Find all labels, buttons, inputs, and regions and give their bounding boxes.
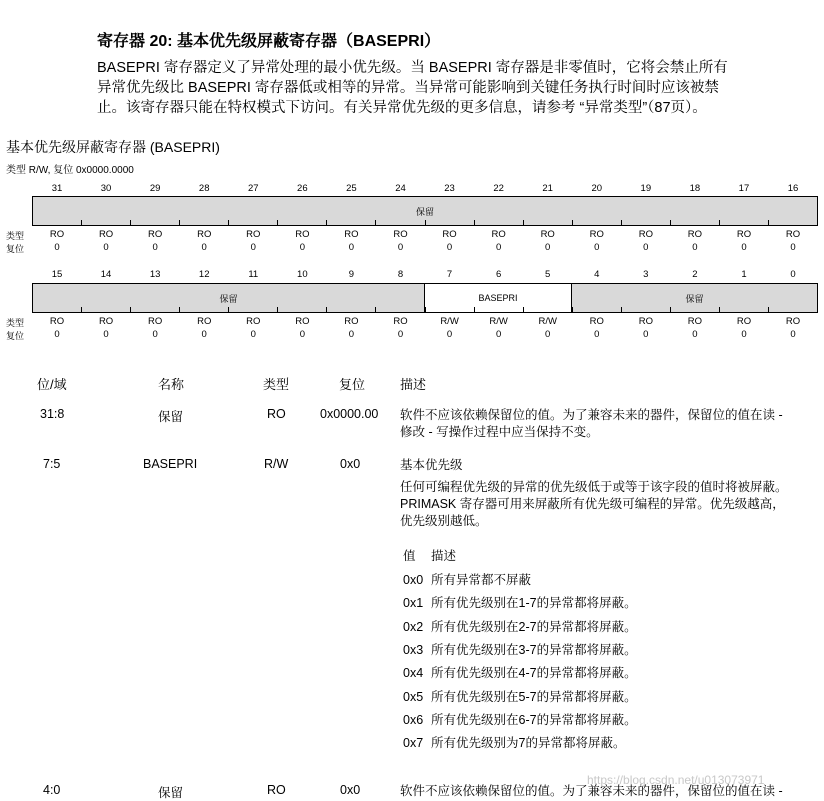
bit-number: 16	[787, 183, 799, 194]
type-row-label: 类型	[6, 231, 25, 241]
field-label: 保留	[415, 206, 434, 217]
bit-number: 6	[495, 269, 502, 280]
bit-type: RO	[687, 316, 703, 327]
field-label: 保留	[685, 293, 704, 304]
row-description	[400, 457, 818, 530]
bit-reset: 0	[495, 329, 502, 340]
row-bits: 4:0	[43, 783, 61, 797]
value-code: 0x4	[403, 666, 424, 681]
bit-tick	[768, 220, 769, 226]
field-reserved	[571, 283, 818, 313]
bit-type: RO	[98, 229, 114, 240]
description-line: PRIMASK 寄存器可用来屏蔽所有优先级可编程的异常。优先级越高，	[400, 497, 785, 511]
bit-type: RO	[638, 316, 653, 327]
bit-type: RO	[197, 316, 212, 327]
header-reset: 复位	[339, 377, 366, 392]
row-reset: 0x0	[340, 783, 361, 797]
bit-tick	[523, 220, 524, 226]
bit-number: 9	[348, 269, 355, 280]
bit-tick	[474, 307, 475, 313]
bit-type: RO	[785, 316, 801, 327]
bit-number: 28	[198, 183, 210, 194]
bit-type: RO	[295, 229, 310, 240]
bit-tick	[81, 307, 82, 313]
row-name: 保留	[158, 410, 184, 424]
values-header-value: 值	[403, 549, 416, 563]
bit-number: 23	[444, 183, 455, 194]
bit-type: RO	[687, 229, 703, 240]
bit-reset: 0	[692, 329, 698, 340]
bit-type: RO	[246, 229, 261, 240]
bit-tick	[130, 220, 131, 226]
description-line: 任何可编程优先级的异常的优先级低于或等于该字段的值时将被屏蔽。	[400, 480, 788, 494]
value-code: 0x0	[403, 573, 424, 587]
bit-reset: 0	[397, 242, 404, 253]
bit-number: 29	[149, 183, 161, 194]
value-code: 0x7	[403, 736, 424, 751]
bit-reset: 0	[201, 242, 207, 253]
bit-reset: 0	[54, 242, 60, 253]
value-description: 所有优先级别在1-7的异常都将屏蔽。	[431, 596, 637, 611]
value-row	[403, 663, 637, 681]
value-code: 0x1	[403, 596, 424, 611]
values-header-desc: 描述	[431, 549, 457, 563]
bit-tick	[670, 220, 671, 226]
reset-row-label: 复位	[6, 244, 25, 254]
bit-number: 31	[51, 183, 63, 194]
bit-type: R/W	[538, 316, 557, 327]
register-bar-lower	[32, 283, 818, 313]
type-row-label: 类型	[6, 318, 25, 328]
value-code: 0x2	[403, 619, 424, 634]
register-subtitle: 类型 R/W, 复位 0x0000.0000	[6, 165, 134, 176]
bit-type: RO	[736, 316, 752, 327]
bit-type: RO	[148, 229, 163, 240]
bit-tick	[375, 220, 376, 226]
bit-tick	[228, 220, 229, 226]
bit-reset: 0	[299, 242, 305, 253]
value-description: 所有异常都不屏蔽	[431, 573, 532, 587]
bit-reset: 0	[152, 329, 158, 340]
value-row	[403, 593, 637, 611]
bit-number: 15	[51, 269, 63, 280]
bit-reset: 0	[545, 329, 551, 340]
bit-type: RO	[344, 316, 359, 327]
bit-number: 13	[149, 269, 161, 280]
bit-type: RO	[736, 229, 752, 240]
bit-number: 11	[248, 269, 259, 280]
bit-reset: 0	[643, 242, 649, 253]
bit-reset: 0	[250, 242, 256, 253]
header-bits: 位/域	[37, 377, 67, 392]
bit-number: 24	[395, 183, 406, 194]
bit-tick	[621, 220, 622, 226]
bit-reset: 0	[692, 242, 698, 253]
bit-tick	[228, 307, 229, 313]
bit-type: RO	[98, 316, 114, 327]
bit-type: RO	[148, 316, 163, 327]
bit-reset: 0	[103, 242, 109, 253]
row-reset: 0x0000.00	[320, 407, 379, 421]
value-row	[403, 640, 637, 658]
bit-type: RO	[295, 316, 310, 327]
reset-row-label: 复位	[6, 331, 25, 341]
bit-reset: 0	[495, 242, 502, 253]
bit-tick	[81, 220, 82, 226]
value-code: 0x5	[403, 689, 424, 704]
bit-type: RO	[491, 229, 506, 240]
bit-number: 2	[692, 269, 698, 280]
row-type: RO	[267, 783, 286, 797]
bit-number: 4	[594, 269, 600, 280]
bit-type: R/W	[440, 316, 459, 327]
bit-number: 27	[247, 183, 259, 194]
bit-reset: 0	[741, 329, 747, 340]
header-type: 类型	[263, 377, 290, 392]
row-bits: 7:5	[43, 457, 61, 471]
bit-reset: 0	[643, 329, 649, 340]
bit-number: 5	[545, 269, 551, 280]
bit-tick	[326, 220, 327, 226]
description-line: 修改 - 写操作过程中应当保持不变。	[400, 425, 599, 439]
bit-reset: 0	[397, 329, 404, 340]
bit-type: RO	[785, 229, 801, 240]
bit-number: 8	[397, 269, 404, 280]
bit-number: 3	[643, 269, 649, 280]
description-line: 软件不应该依赖保留位的值。为了兼容未来的器件，保留位的值在读 -	[400, 408, 783, 422]
section-title: 寄存器 20: 基本优先级屏蔽寄存器（BASEPRI）	[97, 33, 441, 50]
value-row	[403, 570, 531, 588]
row-type: R/W	[264, 457, 289, 471]
register-bar-upper	[32, 196, 818, 226]
bit-number: 1	[741, 269, 747, 280]
bit-number: 30	[100, 183, 112, 194]
bit-type: RO	[197, 229, 212, 240]
header-description: 描述	[400, 377, 427, 392]
bit-reset: 0	[250, 329, 256, 340]
row-name: 保留	[158, 786, 184, 800]
bit-type: R/W	[489, 316, 508, 327]
bit-reset: 0	[446, 242, 453, 253]
bit-reset: 0	[741, 242, 747, 253]
bit-reset: 0	[545, 242, 551, 253]
field-label: BASEPRI	[478, 293, 518, 303]
bit-reset: 0	[103, 329, 109, 340]
row-type: RO	[267, 407, 286, 421]
watermark: https://blog.csdn.net/u013073971	[587, 773, 765, 787]
bit-tick	[326, 307, 327, 313]
row-name: BASEPRI	[143, 457, 198, 471]
value-description: 所有优先级别在6-7的异常都将屏蔽。	[431, 712, 637, 727]
value-row	[403, 710, 637, 728]
bit-type: RO	[442, 229, 457, 240]
bit-reset: 0	[594, 329, 600, 340]
bit-tick	[572, 220, 573, 226]
bit-number: 10	[297, 269, 308, 280]
bit-tick	[425, 220, 426, 226]
value-code: 0x6	[403, 712, 424, 727]
bit-type: RO	[638, 229, 653, 240]
bit-number: 0	[790, 269, 796, 280]
bit-number: 25	[346, 183, 357, 194]
value-row	[403, 733, 625, 751]
bit-type: RO	[589, 229, 604, 240]
bit-reset: 0	[54, 329, 60, 340]
bit-reset: 0	[201, 329, 207, 340]
description-line: 基本优先级	[400, 458, 463, 472]
header-name: 名称	[158, 377, 185, 392]
bit-tick	[670, 307, 671, 313]
intro-line: 止。该寄存器只能在特权模式下访问。有关异常优先级的更多信息，请参考 “异常类型”（87页）。	[97, 100, 707, 116]
value-row	[403, 617, 637, 635]
bit-reset: 0	[299, 329, 305, 340]
bit-tick	[523, 307, 524, 313]
bit-type: RO	[246, 316, 261, 327]
bit-tick	[277, 220, 278, 226]
bit-tick	[474, 220, 475, 226]
bit-reset: 0	[348, 242, 355, 253]
intro-paragraph	[97, 58, 819, 118]
bit-type: RO	[49, 316, 65, 327]
bit-reset: 0	[446, 329, 453, 340]
bit-tick	[719, 307, 720, 313]
bit-reset: 0	[348, 329, 355, 340]
value-description: 所有优先级别在4-7的异常都将屏蔽。	[431, 666, 637, 681]
bit-number: 14	[100, 269, 112, 280]
bit-reset: 0	[790, 242, 796, 253]
bit-reset: 0	[152, 242, 158, 253]
bit-number: 7	[446, 269, 453, 280]
bit-type: RO	[344, 229, 359, 240]
bit-number: 17	[738, 183, 750, 194]
bit-tick	[572, 307, 573, 313]
bit-tick	[768, 307, 769, 313]
bit-tick	[425, 307, 426, 313]
bit-tick	[277, 307, 278, 313]
bit-type: RO	[49, 229, 65, 240]
row-reset: 0x0	[340, 457, 361, 471]
bit-type: RO	[540, 229, 555, 240]
value-code: 0x3	[403, 642, 424, 657]
bit-tick	[179, 307, 180, 313]
value-description: 所有优先级别为7的异常都将屏蔽。	[431, 736, 626, 751]
field-basepri	[424, 283, 572, 313]
row-bits: 31:8	[40, 407, 65, 421]
values-header	[403, 546, 456, 564]
row-description	[400, 407, 818, 441]
bit-tick	[130, 307, 131, 313]
bit-number: 12	[198, 269, 210, 280]
bit-number: 20	[591, 183, 603, 194]
value-description: 所有优先级别在5-7的异常都将屏蔽。	[431, 689, 637, 704]
bit-number: 22	[493, 183, 504, 194]
bit-reset: 0	[790, 329, 796, 340]
bit-tick	[179, 220, 180, 226]
description-line: 软件不应该依赖保留位的值。为了兼容未来的器件，保留位的值在读 -	[400, 784, 783, 798]
bit-number: 19	[640, 183, 652, 194]
bit-type: RO	[393, 229, 408, 240]
description-line: 优先级别越低。	[400, 514, 488, 528]
bit-tick	[375, 307, 376, 313]
bit-reset: 0	[594, 242, 600, 253]
bit-number: 18	[689, 183, 701, 194]
bit-type: RO	[393, 316, 408, 327]
bit-number: 21	[542, 183, 553, 194]
field-label: 保留	[219, 293, 238, 304]
bit-number: 26	[297, 183, 308, 194]
value-description: 所有优先级别在2-7的异常都将屏蔽。	[431, 619, 637, 634]
value-row	[403, 687, 637, 705]
bit-type: RO	[589, 316, 604, 327]
bit-tick	[719, 220, 720, 226]
register-title: 基本优先级屏蔽寄存器 (BASEPRI)	[6, 139, 220, 155]
value-description: 所有优先级别在3-7的异常都将屏蔽。	[431, 642, 637, 657]
intro-line: 异常优先级比 BASEPRI 寄存器低或相等的异常。当异常可能影响到关键任务执行时间时应该被禁	[97, 80, 719, 96]
bit-tick	[621, 307, 622, 313]
intro-line: BASEPRI 寄存器定义了异常处理的最小优先级。当 BASEPRI 寄存器是非零值时，它将会禁止所有	[97, 60, 728, 76]
